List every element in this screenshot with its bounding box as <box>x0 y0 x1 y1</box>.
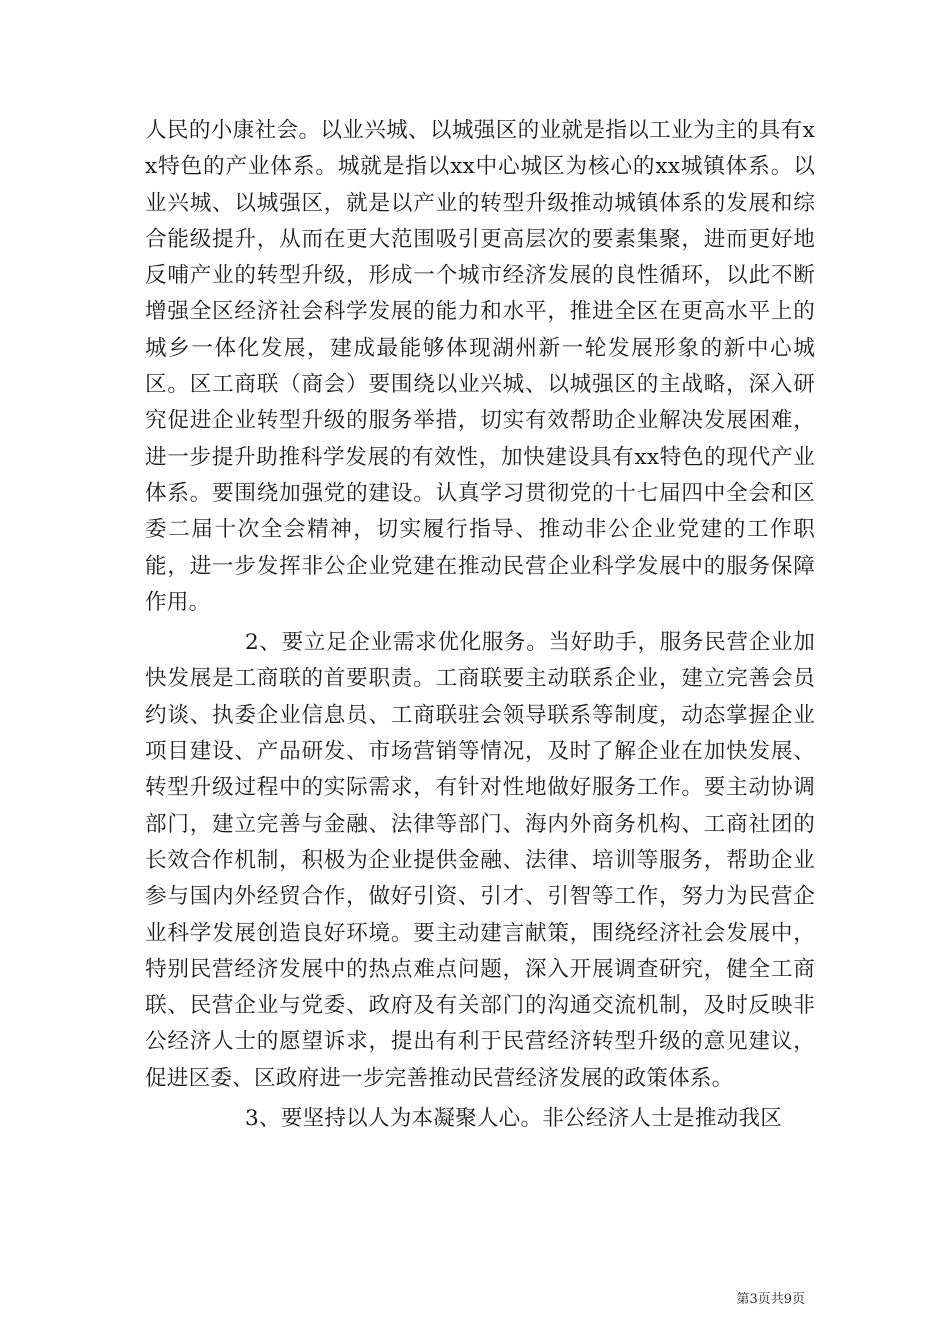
paragraph-1: 人民的小康社会。以业兴城、以城强区的业就是指以工业为主的具有xx特色的产业体系。城就是指以xx中心城区为核心的xx城镇体系。以业兴城、以城强区，就是以产业的转型升级推动城镇体系的发展和综合能级提升，从而在更大范围吸引更高层次的要素集聚，进而更好地反哺产业的转型升级，形成一个城市经济发展的良性循环，以此不断增强全区经济社会科学发展的能力和水平，推进全区在更高水平上的城乡一体化发展，建成最能够体现湖州新一轮发展形象的新中心城区。区工商联（商会）要围绕以业兴城、以城强区的主战略，深入研究促进企业转型升级的服务举措，切实有效帮助企业解决发展困难，进一步提升助推科学发展的有效性，加快建设具有xx特色的现代产业体系。要围绕加强党的建设。认真学习贯彻党的十七届四中全会和区委二届十次全会精神，切实履行指导、推动非公企业党建的工作职能，进一步发挥非公企业党建在推动民营企业科学发展中的服务保障作用。 <box>145 118 815 615</box>
paragraph-3: 3、要坚持以人为本凝聚人心。非公经济人士是推动我区 <box>245 1106 782 1132</box>
page-number-footer: 第3页共9页 <box>736 1292 805 1307</box>
paragraph-2: 2、要立足企业需求优化服务。当好助手，服务民营企业加快发展是工商联的首要职责。工商联要主动联系企业，建立完善会员约谈、执委企业信息员、工商联驻会领导联系等制度，动态掌握企业项目建设、产品研发、市场营销等情况，及时了解企业在加快发展、转型升级过程中的实际需求，有针对性地做好服务工作。要主动协调部门，建立完善与金融、法律等部门、海内外商务机构、工商社团的长效合作机制，积极为企业提供金融、法律、培训等服务，帮助企业参与国内外经贸合作，做好引资、引才、引智等工作，努力为民营企业科学发展创造良好环境。要主动建言献策，围绕经济社会发展中，特别民营经济发展中的热点难点问题，深入开展调查研究，健全工商联、民营企业与党委、政府及有关部门的沟通交流机制，及时反映非公经济人士的愿望诉求，提出有利于民营经济转型升级的意见建议，促进区委、区政府进一步完善推动民营经济发展的政策体系。 <box>145 630 815 1091</box>
document-body <box>145 113 815 1137</box>
